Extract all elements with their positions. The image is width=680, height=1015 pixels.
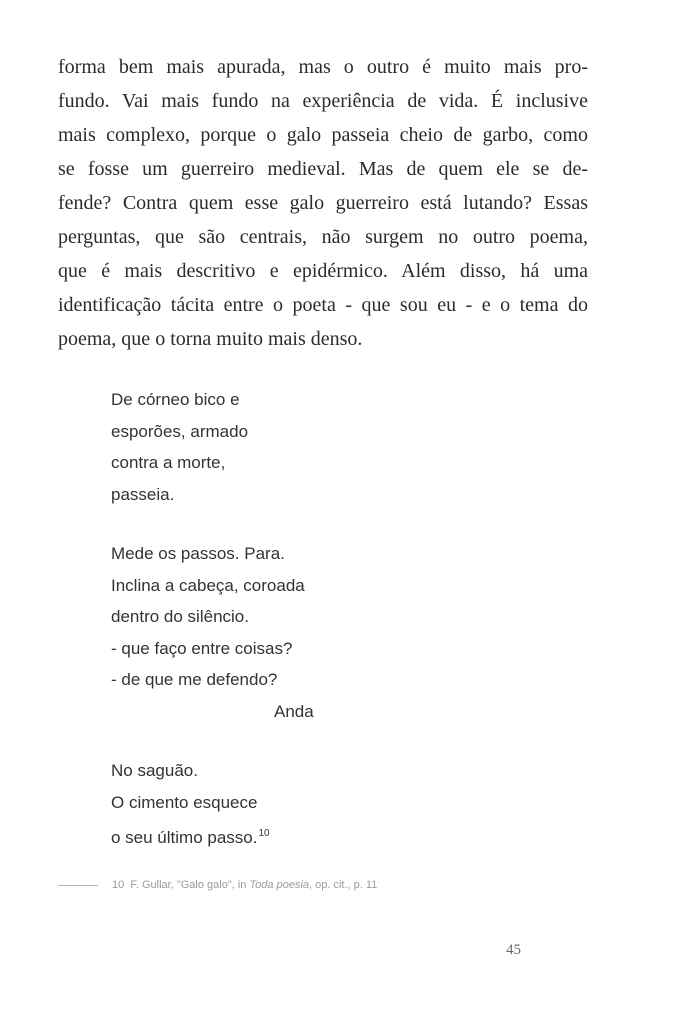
poem-verse: passeia. <box>111 484 175 504</box>
poem-verse: Mede os passos. Para. <box>111 544 285 563</box>
prose-line: poema, que o torna muito mais denso. <box>58 328 363 350</box>
prose-line: fende? Contra quem esse galo guerreiro está lutando? Essas <box>58 192 588 214</box>
prose-paragraph <box>58 50 588 356</box>
prose-line: identificação tácita entre o poeta - que sou eu - e o tema do <box>58 294 588 316</box>
poem-verse: Anda <box>274 701 314 721</box>
poem <box>111 384 411 882</box>
prose-line: perguntas, que são centrais, não surgem no outro poema, <box>58 226 588 248</box>
prose-line: fundo. Vai mais fundo na experiência de vida. É inclusive <box>58 90 588 112</box>
footnote <box>58 879 558 891</box>
prose-line: mais complexo, porque o galo passeia cheio de garbo, como <box>58 124 588 146</box>
poem-verse: esporões, armado <box>111 421 249 441</box>
poem-stanza <box>111 384 411 510</box>
footnote-text-end: , op. cit., p. 11 <box>309 879 378 891</box>
page-number: 45 <box>506 942 521 958</box>
prose-line: forma bem mais apurada, mas o outro é muito mais pro- <box>58 56 588 78</box>
footnote-reference-title: Toda poesia <box>249 879 310 891</box>
footnote-number: 10 <box>112 879 125 891</box>
footnote-rule <box>58 885 98 886</box>
prose-line: se fosse um guerreiro medieval. Mas de quem ele se de- <box>58 158 588 180</box>
poem-stanza <box>111 755 411 854</box>
footnote-marker: 10 <box>258 828 270 839</box>
poem-stanza <box>111 538 411 727</box>
poem-verse <box>111 818 411 854</box>
poem-verse: No saguão. <box>111 761 198 780</box>
poem-verse: - que faço entre coisas? <box>111 638 293 658</box>
prose-line: que é mais descritivo e epidérmico. Além disso, há uma <box>58 260 588 282</box>
poem-verse: dentro do silêncio. <box>111 607 249 626</box>
poem-verse: Inclina a cabeça, coroada <box>111 575 305 595</box>
poem-verse-text: o seu último passo. <box>111 828 258 847</box>
poem-verse: contra a morte, <box>111 453 226 472</box>
poem-verse: - de que me defendo? <box>111 670 278 689</box>
footnote-text: F. Gullar, "Galo galo", in <box>130 879 250 891</box>
poem-verse: De córneo bico e <box>111 390 240 409</box>
poem-verse: O cimento esquece <box>111 792 258 812</box>
